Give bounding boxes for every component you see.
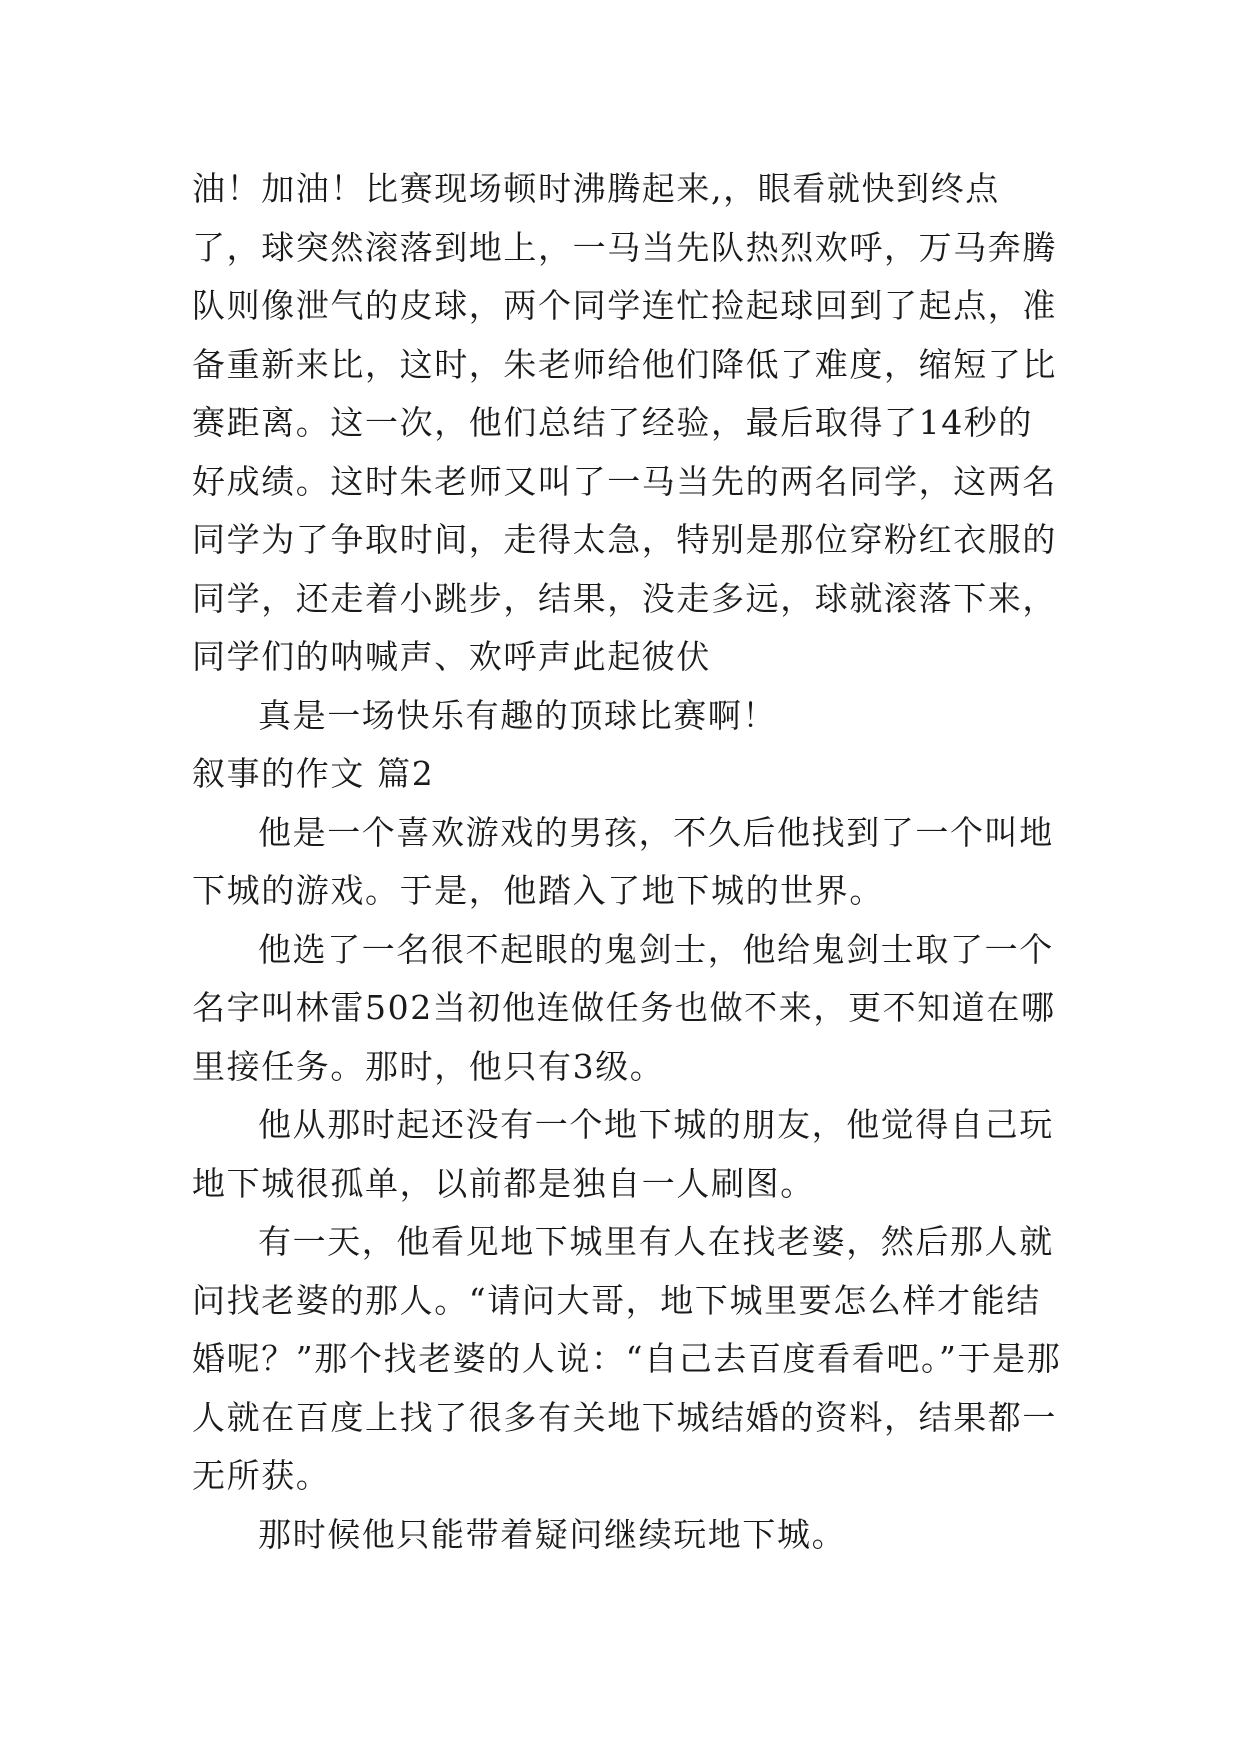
paragraph-marriage: 有一天，他看见地下城里有人在找老婆，然后那人就问找老婆的那人。“请问大哥，地下城里要怎么样才能结婚呢？”那个找老婆的人说：“自己去百度看看吧。”于是那人就在百度上找了很多有关地下城结婚的资料，结果都一无所获。 [192, 1222, 1062, 1495]
article-body [192, 160, 1062, 1564]
section-heading: 叙事的作文 篇2 [192, 754, 435, 793]
paragraph-intro: 他是一个喜欢游戏的男孩，不久后他找到了一个叫地下城的游戏。于是，他踏入了地下城的世界。 [192, 812, 1054, 910]
paragraph-race-continuation: 油！加油！比赛现场顿时沸腾起来,，眼看就快到终点了，球突然滚落到地上，一马当先队热烈欢呼，万马奔腾队则像泄气的皮球，两个同学连忙捡起球回到了起点，准备重新来比，这时，朱老师给他们降低了难度，缩短了比赛距离。这一次，他们总结了经验，最后取得了14秒的好成绩。这时朱老师又叫了一马当先的两名同学，这两名同学为了争取时间，走得太急，特别是那位穿粉红衣服的同学，还走着小跳步，结果，没走多远，球就滚落下来，同学们的呐喊声、欢呼声此起彼伏 [192, 169, 1057, 676]
paragraph-race-conclusion: 真是一场快乐有趣的顶球比赛啊！ [258, 695, 777, 735]
paragraph-character: 他选了一名很不起眼的鬼剑士，他给鬼剑士取了一个名字叫林雷502当初他连做任务也做不来，更不知道在哪里接任务。那时，他只有3级。 [192, 929, 1056, 1086]
paragraph-lonely: 他从那时起还没有一个地下城的朋友，他觉得自己玩地下城很孤单，以前都是独自一人刷图。 [192, 1105, 1054, 1203]
paragraph-continue: 那时候他只能带着疑问继续玩地下城。 [258, 1514, 847, 1554]
